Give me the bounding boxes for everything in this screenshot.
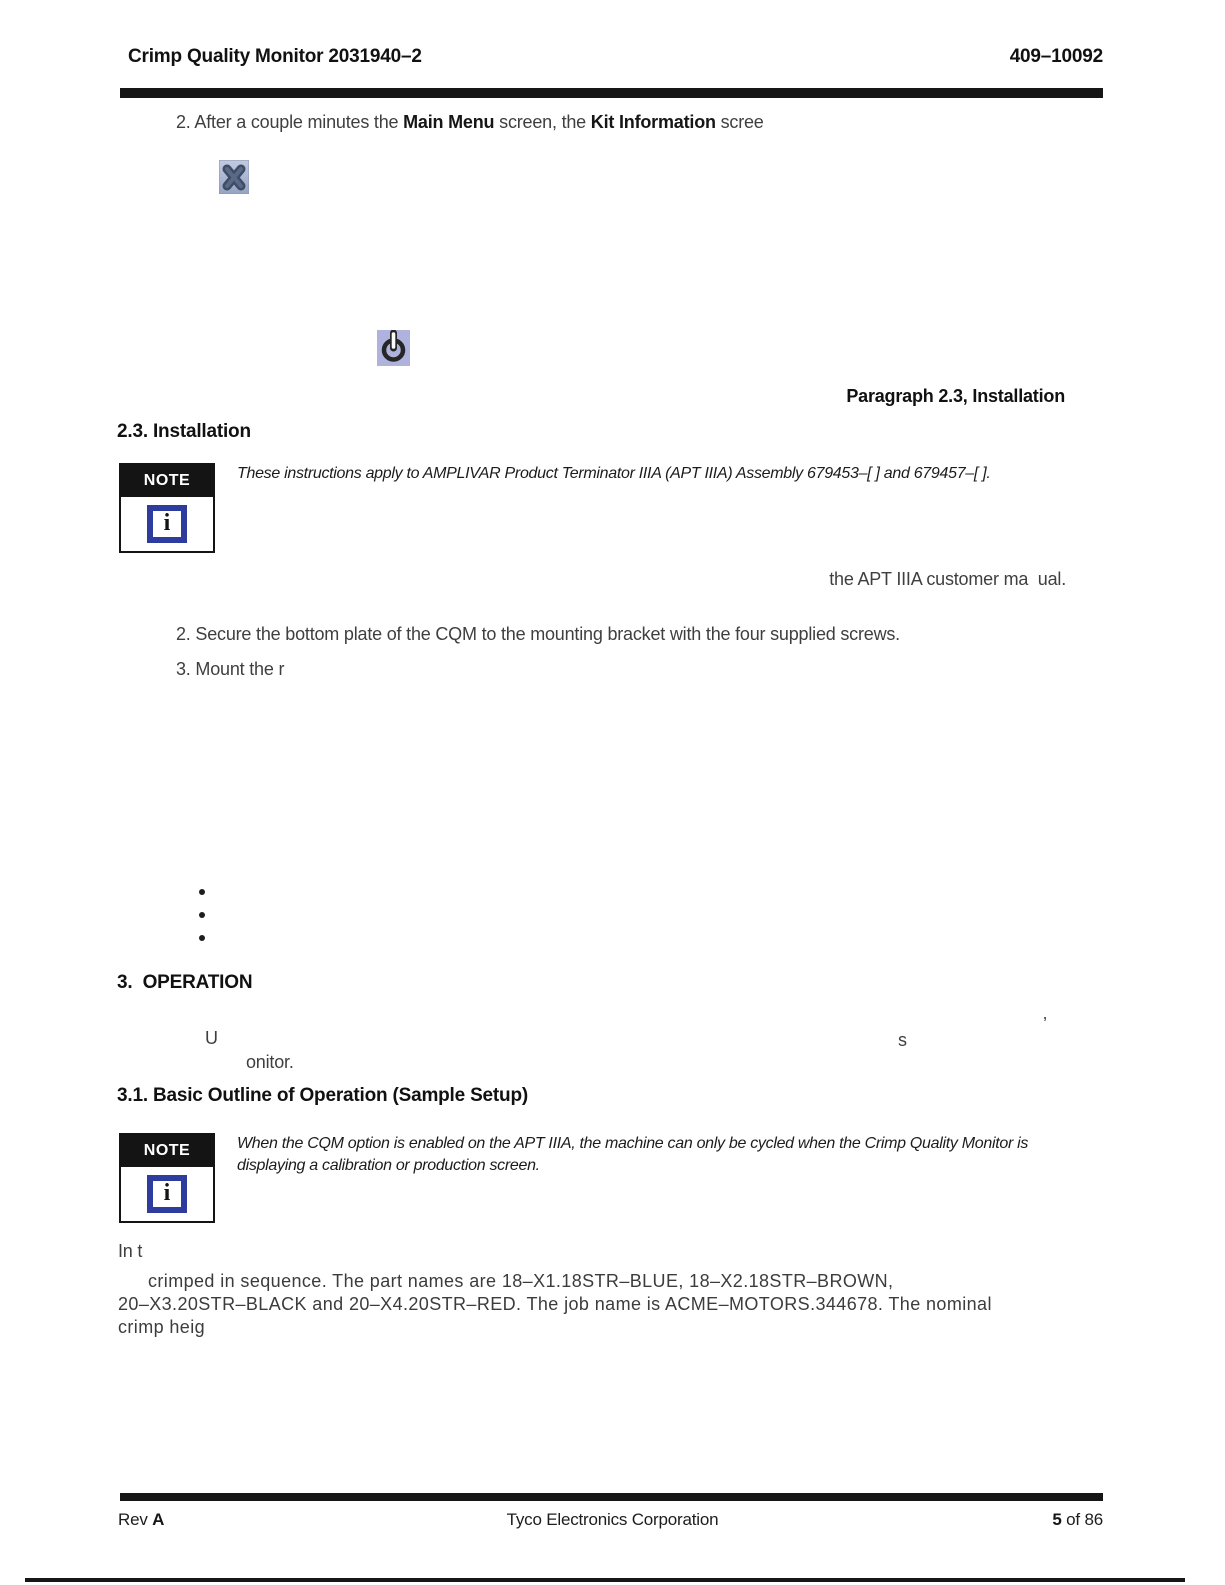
fragment-s: s — [898, 1030, 907, 1050]
step-2-intro — [176, 110, 764, 134]
footer-rule — [120, 1493, 1103, 1501]
paragraph-line-2: 20–X3.20STR–BLACK and 20–X4.20STR–RED. The job name is ACME–MOTORS.344678. The nominal — [118, 1294, 992, 1314]
bullet-dot-1 — [199, 889, 205, 895]
info-icon — [147, 1175, 187, 1213]
kit-information-bold: Kit Information — [590, 112, 716, 132]
power-icon — [377, 330, 410, 366]
note-box-2 — [119, 1133, 215, 1223]
main-menu-bold: Main Menu — [403, 112, 495, 132]
close-icon — [219, 160, 249, 194]
bullet-dot-3 — [199, 935, 205, 941]
install-step-3: 3. Mount the r — [176, 659, 285, 679]
sample-setup-paragraph — [118, 1270, 1068, 1339]
step-2-intro-post: scree — [715, 112, 764, 132]
page-bottom-edge — [25, 1578, 1185, 1582]
section-heading-3: 3. OPERATION — [117, 972, 253, 993]
header-title: Crimp Quality Monitor 2031940–2 — [128, 46, 422, 67]
info-icon — [147, 505, 187, 543]
paragraph-line-1: crimped in sequence. The part names are 18–X1.18STR–BLUE, 18–X2.18STR–BROWN, — [148, 1271, 894, 1291]
step-2-intro-mid: screen, the — [494, 112, 591, 132]
header-rule — [120, 88, 1103, 98]
page-current: 5 — [1052, 1510, 1062, 1529]
fragment-in-t: In t — [118, 1241, 143, 1261]
fragment-apostrophe: ’ — [1043, 1014, 1047, 1034]
rev-label: Rev — [118, 1510, 153, 1529]
header-doc-number: 409–10092 — [1009, 46, 1103, 67]
note-box-1 — [119, 463, 215, 553]
note-label: NOTE — [121, 1135, 213, 1167]
fragment-customer-manual: the APT IIIA customer ma ual. — [829, 569, 1066, 589]
note-label: NOTE — [121, 465, 213, 497]
fragment-u: U — [205, 1028, 218, 1048]
info-icon-glyph: i — [163, 510, 171, 536]
section-heading-3-1: 3.1. Basic Outline of Operation (Sample Setup) — [117, 1085, 528, 1106]
footer-page-number — [1052, 1510, 1103, 1530]
note-1-text: These instructions apply to AMPLIVAR Product Terminator IIIA (APT IIIA) Assembly 679453–[ ] and 679457–[ ]. — [237, 465, 991, 482]
info-icon-glyph: i — [163, 1180, 171, 1206]
section-heading-2-3: 2.3. Installation — [117, 421, 251, 442]
note-2-line-1: When the CQM option is enabled on the APT IIIA, the machine can only be cycled when the Crimp Quality Monitor is — [237, 1135, 1029, 1152]
note-2-text — [237, 1133, 1028, 1177]
paragraph-line-3: crimp heig — [118, 1317, 206, 1337]
install-step-2: 2. Secure the bottom plate of the CQM to the mounting bracket with the four supplied screws. — [176, 624, 900, 644]
note-2-line-2: displaying a calibration or production screen. — [237, 1157, 540, 1174]
fragment-onitor: onitor. — [246, 1052, 294, 1072]
rev-value: A — [152, 1510, 165, 1529]
bullet-dot-2 — [199, 912, 205, 918]
footer-company: Tyco Electronics Corporation — [506, 1510, 719, 1529]
step-2-intro-pre: 2. After a couple minutes the — [176, 112, 404, 132]
paragraph-2-3-reference: Paragraph 2.3, Installation — [846, 386, 1065, 406]
page-total: of 86 — [1061, 1510, 1103, 1529]
